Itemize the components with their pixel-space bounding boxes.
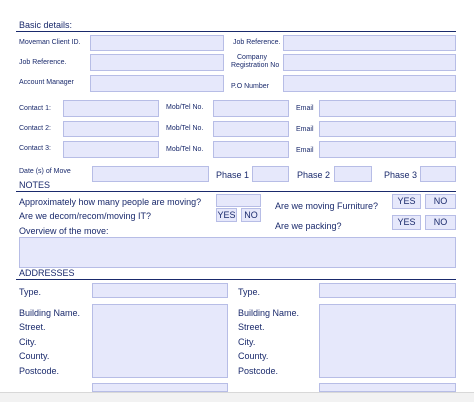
county-label-right: County. [238, 351, 269, 361]
packing-question: Are we packing? [275, 221, 342, 231]
contact-1-email-label: Email [296, 105, 314, 112]
moveman-client-id-label: Moveman Client ID. [19, 39, 81, 46]
company-registration-field[interactable] [283, 54, 456, 71]
city-label-right: City. [238, 337, 256, 347]
contact-3-email-field[interactable] [319, 141, 456, 158]
phase-2-label: Phase 2 [297, 170, 331, 180]
contact-2-mob-label: Mob/Tel No. [166, 125, 204, 132]
postcode-label-right: Postcode. [238, 366, 279, 376]
contact-2-label: Contact 2: [19, 125, 51, 132]
company-label-line1: Company [237, 54, 267, 61]
extra-field-left[interactable] [92, 383, 228, 392]
phase-1-field[interactable] [252, 166, 289, 182]
section-divider [16, 279, 456, 280]
basic-details-title: Basic details: [19, 20, 73, 30]
phase-1-label: Phase 1 [216, 170, 250, 180]
address-field-right[interactable] [319, 304, 456, 378]
job-reference-right-field[interactable] [283, 35, 456, 51]
contact-1-email-field[interactable] [319, 100, 456, 117]
building-name-label-right: Building Name. [238, 308, 300, 318]
po-number-field[interactable] [283, 75, 456, 92]
packing-yes-button[interactable]: YES [392, 215, 421, 230]
contact-3-mob-label: Mob/Tel No. [166, 146, 204, 153]
decom-it-question: Are we decom/recom/moving IT? [19, 211, 152, 221]
contact-1-field[interactable] [63, 100, 159, 117]
job-reference-label: Job Reference. [19, 59, 67, 66]
type-label-right: Type. [238, 287, 261, 297]
contact-2-mob-field[interactable] [213, 121, 289, 137]
furniture-question: Are we moving Furniture? [275, 201, 379, 211]
type-field-right[interactable] [319, 283, 456, 298]
contact-2-email-field[interactable] [319, 121, 456, 137]
extra-field-right[interactable] [319, 383, 456, 392]
job-reference-right-label: Job Reference. [233, 39, 281, 46]
contact-2-email-label: Email [296, 126, 314, 133]
county-label-left: County. [19, 351, 50, 361]
phase-2-field[interactable] [334, 166, 372, 182]
packing-no-button[interactable]: NO [425, 215, 456, 230]
contact-1-label: Contact 1: [19, 105, 51, 112]
contact-1-mob-field[interactable] [213, 100, 289, 117]
job-reference-field[interactable] [90, 54, 224, 71]
postcode-label-left: Postcode. [19, 366, 60, 376]
contact-3-label: Contact 3: [19, 145, 51, 152]
section-divider [16, 191, 456, 192]
overview-field[interactable] [19, 237, 456, 268]
company-registration-label: Registration No [231, 62, 280, 69]
phase-3-label: Phase 3 [384, 170, 418, 180]
po-number-label: P.O Number [231, 83, 269, 90]
account-manager-label: Account Manager [19, 79, 74, 86]
overview-label: Overview of the move: [19, 226, 109, 236]
city-label-left: City. [19, 337, 37, 347]
phase-3-field[interactable] [420, 166, 456, 182]
decom-it-no-button[interactable]: NO [241, 208, 261, 222]
furniture-yes-button[interactable]: YES [392, 194, 421, 209]
people-moving-question: Approximately how many people are moving? [19, 197, 202, 207]
contact-3-field[interactable] [63, 141, 159, 158]
furniture-no-button[interactable]: NO [425, 194, 456, 209]
type-label-left: Type. [19, 287, 42, 297]
street-label-left: Street. [19, 322, 46, 332]
addresses-title: ADDRESSES [19, 268, 75, 278]
type-field-left[interactable] [92, 283, 228, 298]
address-field-left[interactable] [92, 304, 228, 378]
contact-3-email-label: Email [296, 147, 314, 154]
section-divider [16, 31, 456, 32]
building-name-label-left: Building Name. [19, 308, 81, 318]
notes-title: NOTES [19, 180, 51, 190]
dates-of-move-label: Date (s) of Move [19, 168, 71, 175]
contact-3-mob-field[interactable] [213, 141, 289, 158]
account-manager-field[interactable] [90, 75, 224, 92]
dates-of-move-field[interactable] [92, 166, 209, 182]
people-moving-field[interactable] [216, 194, 261, 207]
contact-1-mob-label: Mob/Tel No. [166, 104, 204, 111]
street-label-right: Street. [238, 322, 265, 332]
decom-it-yes-button[interactable]: YES [217, 210, 236, 220]
contact-2-field[interactable] [63, 121, 159, 137]
moveman-client-id-field[interactable] [90, 35, 224, 51]
